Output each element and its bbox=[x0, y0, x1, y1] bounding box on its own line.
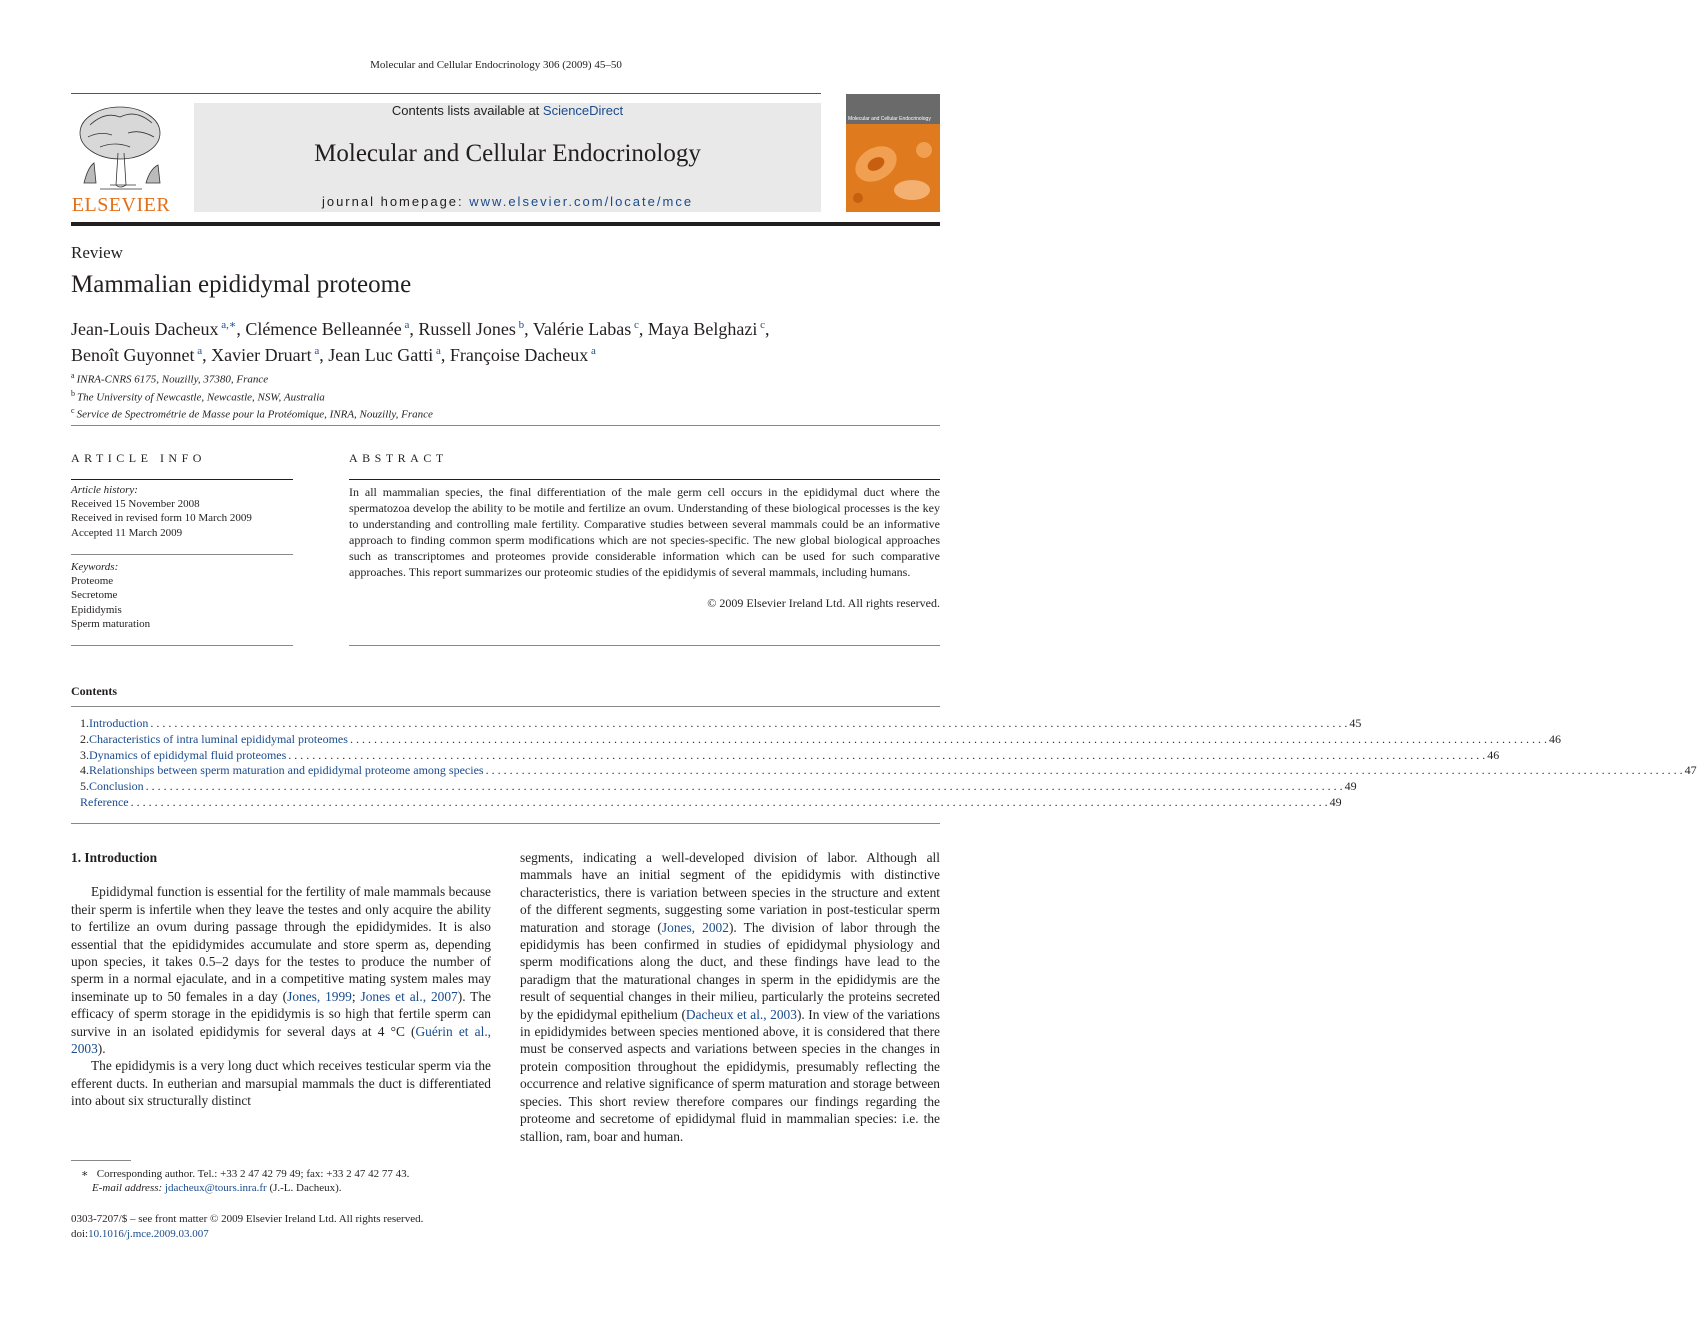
abstract-copyright: © 2009 Elsevier Ireland Ltd. All rights reserved. bbox=[707, 596, 940, 610]
author-name: Xavier Druart bbox=[211, 345, 312, 365]
author-affiliation-marker[interactable]: a bbox=[588, 345, 596, 357]
author-name: Clémence Belleannée bbox=[245, 319, 402, 339]
journal-title: Molecular and Cellular Endocrinology bbox=[314, 140, 701, 167]
doi-line: doi:10.1016/j.mce.2009.03.007 bbox=[71, 1228, 209, 1240]
affiliations bbox=[71, 369, 433, 422]
article-info-rule bbox=[71, 479, 293, 480]
paragraph: segments, indicating a well-developed division of labor. Although all mammals have an initial segment of the epididymis with distinctive characteristics, there is variation between species in the structure and extent of the different segments, suggesting some variation in post-testicular sperm maturation and storage (Jones, 2002). The division of labor through the epididymis has been confirmed in studies of epididymal physiology and sperm modifications along the duct, and these findings have lead to the paradigm that the maturational changes in sperm in the epididymis are the result of sequential changes in their milieu, particularly the proteins secreted by the epididymal epithelium (Dacheux et al., 2003). In view of the variations in epididymides between species mentioned above, it is considered that there must be conserved aspects and variations between species in the changes in protein composition throughout the epididymis, presumably reflecting the occurrence and relative significance of sperm maturation and storage between species. This short review therefore compares our findings regarding the proteome and secretome of epididymal fluid in mammalian species: i.e. the stallion, ram, boar and human. bbox=[520, 850, 941, 1144]
section-heading-introduction: 1. Introduction bbox=[71, 850, 158, 865]
citation-link[interactable]: Jones et al., 2007 bbox=[360, 988, 458, 1004]
author-name: Benoît Guyonnet bbox=[71, 345, 195, 365]
author-affiliation-marker[interactable]: a bbox=[401, 319, 410, 331]
author-affiliation-marker[interactable]: a bbox=[433, 345, 441, 357]
author-line-2: Benoît Guyonnet $^a$, Xavier Druart $^a$, Jean Luc Gatti $^a$, Françoise Dacheux $^a$ bbox=[71, 345, 596, 365]
header-thick-rule bbox=[71, 222, 940, 226]
toc-leader: . . . . . . . . . . . . . . . . . . . . . . . . . . . . . . . . . . . . . . . . . . . . . . . . . . . . . . . . . . . . . . . . . . . . . . . . . . . . . . . . . . . . . . . . . . . . . . . . . . . . . . . . . . . . . . . . . . . . . . . . . . . . . . . . . . . . . . . . . . . . . . . . . . . . . . . . . . . . . . . . . . . . . . . . . . . . . . . . . . . . . . . . . . . . . . . . . . . . . . . . bbox=[349, 731, 1547, 746]
author-affiliation-marker[interactable]: a,∗ bbox=[218, 319, 237, 331]
article-title: Mammalian epididymal proteome bbox=[71, 271, 412, 298]
affiliation: $^c$ Service de Spectrométrie de Masse pour la Protéomique, INRA, Nouzilly, France bbox=[71, 406, 433, 421]
author-affiliation-marker[interactable]: a bbox=[311, 345, 320, 357]
citation-link[interactable]: Jones, 1999 bbox=[287, 988, 352, 1004]
abstract-heading: ABSTRACT bbox=[349, 451, 448, 465]
contents-available-line: Contents lists available at ScienceDirect bbox=[391, 103, 624, 118]
abstract-rule bbox=[349, 479, 940, 480]
contents-top-rule bbox=[71, 706, 940, 707]
sciencedirect-link[interactable]: ScienceDirect bbox=[542, 103, 624, 118]
keywords-block bbox=[71, 560, 293, 631]
author-name: Russell Jones bbox=[418, 319, 516, 339]
toc-leader: . . . . . . . . . . . . . . . . . . . . . . . . . . . . . . . . . . . . . . . . . . . . . . . . . . . . . . . . . . . . . . . . . . . . . . . . . . . . . . . . . . . . . . . . . . . . . . . . . . . . . . . . . . . . . . . . . . . . . . . . . . . . . . . . . . . . . . . . . . . . . . . . . . . . . . . . . . . . . . . . . . . . . . . . . . . . . . . . . . . . . . . . . . . . . . . . . . . . . . . . bbox=[145, 779, 1343, 794]
toc-entry[interactable]: 2. Characteristics of intra luminal epididymal proteomes . . . . . . . . . . . . . . . . . . . . . . . . . . . . . . . . . . . . . . . . . . . . . . . . . . . . . . . . . . . . . . . . . . . . . . . . . . . . . . . . . . . . . . . . . . . . . . . . . . . . . . . . . . . . . . . . . . . . . . . . . . . . . . . . . . . . . . . . . . . . . . . . . . . . . . . . . . . . . . . . . . . . . . . . . . . . . . . . . . . . . . . . . . . . . . . . . . . . . . . . 46 bbox=[80, 731, 1561, 746]
body-right-column bbox=[520, 849, 940, 1145]
issn-line: 0303-7207/$ – see front matter © 2009 Elsevier Ireland Ltd. All rights reserved. bbox=[71, 1213, 424, 1225]
abstract-bottom-rule bbox=[349, 645, 940, 646]
toc-leader: . . . . . . . . . . . . . . . . . . . . . . . . . . . . . . . . . . . . . . . . . . . . . . . . . . . . . . . . . . . . . . . . . . . . . . . . . . . . . . . . . . . . . . . . . . . . . . . . . . . . . . . . . . . . . . . . . . . . . . . . . . . . . . . . . . . . . . . . . . . . . . . . . . . . . . . . . . . . . . . . . . . . . . . . . . . . . . . . . . . . . . . . . . . . . . . . . . . . . . . . bbox=[288, 747, 1486, 762]
author-list bbox=[71, 314, 941, 366]
toc-leader: . . . . . . . . . . . . . . . . . . . . . . . . . . . . . . . . . . . . . . . . . . . . . . . . . . . . . . . . . . . . . . . . . . . . . . . . . . . . . . . . . . . . . . . . . . . . . . . . . . . . . . . . . . . . . . . . . . . . . . . . . . . . . . . . . . . . . . . . . . . . . . . . . . . . . . . . . . . . . . . . . . . . . . . . . . . . . . . . . . . . . . . . . . . . . . . . . . . . . . . . bbox=[130, 794, 1328, 809]
abstract-text: In all mammalian species, the final differentiation of the male germ cell occurs in the epididymal duct where the spermatozoa develop the ability to be motile and fertilize an ovum. Understanding of these biological processes is the key to understanding and controlling male fertility. Comparative studies between several mammals could be an informative approach to finding common sperm modifications which are not species-specific. The new global biological approaches such as transcriptomes and proteomes provide considerable information which can be used for such comparative approaches. This report summarizes our proteomic studies of the epididymis of several mammals, including humans. bbox=[349, 485, 940, 579]
keyword: Proteome bbox=[71, 575, 114, 588]
author-affiliation-marker[interactable]: b bbox=[515, 319, 525, 331]
journal-citation: Molecular and Cellular Endocrinology 306 (2009) 45–50 bbox=[370, 59, 622, 71]
footnote-rule bbox=[71, 1160, 131, 1161]
keywords-rule bbox=[71, 554, 293, 555]
author-name: Jean Luc Gatti bbox=[328, 345, 434, 365]
keyword: Secretome bbox=[71, 589, 118, 602]
body-left-column bbox=[71, 849, 491, 1110]
elsevier-wordmark: ELSEVIER bbox=[71, 194, 171, 216]
article-info-heading: ARTICLE INFO bbox=[71, 451, 206, 465]
author-name: Françoise Dacheux bbox=[449, 345, 589, 365]
contents-bottom-rule bbox=[71, 823, 940, 824]
email-link[interactable]: jdacheux@tours.inra.fr bbox=[164, 1182, 267, 1194]
article-history-label: Article history: bbox=[71, 484, 138, 496]
history-item: Accepted 11 March 2009 bbox=[71, 526, 183, 539]
paragraph: The epididymis is a very long duct which receives testicular sperm via the efferent ducts. In eutherian and marsupial mammals the duct is differentiated into about six structurally distinct bbox=[71, 1058, 491, 1109]
article-info-block bbox=[71, 483, 293, 540]
doi-link[interactable]: 10.1016/j.mce.2009.03.007 bbox=[88, 1228, 209, 1240]
keyword: Epididymis bbox=[71, 603, 122, 616]
header-top-rule bbox=[71, 93, 821, 94]
author-name: Maya Belghazi bbox=[647, 319, 758, 339]
keyword: Sperm maturation bbox=[71, 617, 151, 630]
citation-link[interactable]: Dacheux et al., 2003 bbox=[685, 1006, 797, 1022]
keywords-label: Keywords: bbox=[71, 561, 119, 573]
author-name: Valérie Labas bbox=[532, 319, 632, 339]
toc-entry[interactable]: 4. Relationships between sperm maturation and epididymal proteome among species . . . . . . . . . . . . . . . . . . . . . . . . . . . . . . . . . . . . . . . . . . . . . . . . . . . . . . . . . . . . . . . . . . . . . . . . . . . . . . . . . . . . . . . . . . . . . . . . . . . . . . . . . . . . . . . . . . . . . . . . . . . . . . . . . . . . . . . . . . . . . . . . . . . . . . . . . . . . . . . . . . . . . . . . . . . . . . . . . . . . . . . . . . . . . . . . . . . . . . . . 47 bbox=[80, 763, 1697, 778]
toc-entry[interactable]: 5. Conclusion . . . . . . . . . . . . . . . . . . . . . . . . . . . . . . . . . . . . . . . . . . . . . . . . . . . . . . . . . . . . . . . . . . . . . . . . . . . . . . . . . . . . . . . . . . . . . . . . . . . . . . . . . . . . . . . . . . . . . . . . . . . . . . . . . . . . . . . . . . . . . . . . . . . . . . . . . . . . . . . . . . . . . . . . . . . . . . . . . . . . . . . . . . . . . . . . . . . . . . . . 49 bbox=[80, 779, 1357, 794]
corresponding-author-footnote: ∗ Corresponding author. Tel.: +33 2 47 42 79 49; fax: +33 2 47 42 77 43. E-mail address: jdacheux@tours.inra.fr (J.-L. Dacheux). bbox=[81, 1168, 410, 1194]
citation-link[interactable]: Jones, 2002 bbox=[661, 919, 729, 935]
journal-cover-image bbox=[846, 94, 940, 212]
table-of-contents bbox=[80, 716, 1697, 811]
cover-title: Molecular and Cellular Endocrinology bbox=[848, 116, 931, 122]
affiliation: $^a$ INRA-CNRS 6175, Nouzilly, 37380, France bbox=[71, 371, 269, 386]
article-info-bottom-rule bbox=[71, 645, 293, 646]
toc-leader: . . . . . . . . . . . . . . . . . . . . . . . . . . . . . . . . . . . . . . . . . . . . . . . . . . . . . . . . . . . . . . . . . . . . . . . . . . . . . . . . . . . . . . . . . . . . . . . . . . . . . . . . . . . . . . . . . . . . . . . . . . . . . . . . . . . . . . . . . . . . . . . . . . . . . . . . . . . . . . . . . . . . . . . . . . . . . . . . . . . . . . . . . . . . . . . . . . . . . . . . bbox=[485, 763, 1683, 778]
affiliation-divider bbox=[71, 425, 940, 426]
journal-banner bbox=[194, 103, 821, 212]
author-affiliation-marker[interactable]: a bbox=[194, 345, 203, 357]
citation-link[interactable]: Guérin et al., 2003 bbox=[71, 1023, 492, 1057]
toc-entry[interactable]: 1. Introduction . . . . . . . . . . . . . . . . . . . . . . . . . . . . . . . . . . . . . . . . . . . . . . . . . . . . . . . . . . . . . . . . . . . . . . . . . . . . . . . . . . . . . . . . . . . . . . . . . . . . . . . . . . . . . . . . . . . . . . . . . . . . . . . . . . . . . . . . . . . . . . . . . . . . . . . . . . . . . . . . . . . . . . . . . . . . . . . . . . . . . . . . . . . . . . . . . . . . . . . . 45 bbox=[80, 716, 1362, 730]
author-name: Jean-Louis Dacheux bbox=[71, 319, 219, 339]
journal-homepage-line: journal homepage: www.elsevier.com/locate/mce bbox=[321, 194, 694, 209]
history-item: Received 15 November 2008 bbox=[71, 498, 200, 511]
toc-leader: . . . . . . . . . . . . . . . . . . . . . . . . . . . . . . . . . . . . . . . . . . . . . . . . . . . . . . . . . . . . . . . . . . . . . . . . . . . . . . . . . . . . . . . . . . . . . . . . . . . . . . . . . . . . . . . . . . . . . . . . . . . . . . . . . . . . . . . . . . . . . . . . . . . . . . . . . . . . . . . . . . . . . . . . . . . . . . . . . . . . . . . . . . . . . . . . . . . . . . . . bbox=[150, 716, 1348, 730]
article-type: Review bbox=[71, 243, 123, 262]
paragraph: Epididymal function is essential for the fertility of male mammals because their sperm is infertile when they leave the testes and only acquire the ability to fertilize an ovum during passage through the epididymides. It is also essential that the epididymides accumulate and store sperm as, depending upon species, it takes 0.5–2 days for the testes to produce the number of sperm in a normal ejaculate, and in a competitive mating system males may inseminate up to 50 females in a day (Jones, 1999; Jones et al., 2007). The efficacy of sperm storage in the epididymis is so high that fertile sperm can survive in an isolated epididymis for several days at 4 °C (Guérin et al., 2003). bbox=[71, 884, 492, 1057]
homepage-link[interactable]: www.elsevier.com/locate/mce bbox=[469, 194, 694, 209]
history-item: Received in revised form 10 March 2009 bbox=[71, 512, 252, 525]
toc-entry[interactable]: 3. Dynamics of epididymal fluid proteomes . . . . . . . . . . . . . . . . . . . . . . . . . . . . . . . . . . . . . . . . . . . . . . . . . . . . . . . . . . . . . . . . . . . . . . . . . . . . . . . . . . . . . . . . . . . . . . . . . . . . . . . . . . . . . . . . . . . . . . . . . . . . . . . . . . . . . . . . . . . . . . . . . . . . . . . . . . . . . . . . . . . . . . . . . . . . . . . . . . . . . . . . . . . . . . . . . . . . . . . . 46 bbox=[80, 747, 1500, 762]
author-affiliation-marker[interactable]: c bbox=[631, 319, 639, 331]
author-line-1: Jean-Louis Dacheux $^{a,∗}$, Clémence Belleannée $^a$, Russell Jones $^b$, Valérie Labas $^c$, Maya Belghazi $^c$, bbox=[71, 319, 770, 339]
author-affiliation-marker[interactable]: c bbox=[757, 319, 766, 331]
contents-heading: Contents bbox=[71, 684, 118, 698]
affiliation: $^b$ The University of Newcastle, Newcastle, NSW, Australia bbox=[71, 388, 325, 404]
footnote-marker: ∗ bbox=[81, 1168, 89, 1180]
toc-entry[interactable]: Reference . . . . . . . . . . . . . . . . . . . . . . . . . . . . . . . . . . . . . . . . . . . . . . . . . . . . . . . . . . . . . . . . . . . . . . . . . . . . . . . . . . . . . . . . . . . . . . . . . . . . . . . . . . . . . . . . . . . . . . . . . . . . . . . . . . . . . . . . . . . . . . . . . . . . . . . . . . . . . . . . . . . . . . . . . . . . . . . . . . . . . . . . . . . . . . . . . . . . . . . . 49 bbox=[80, 794, 1342, 809]
front-matter bbox=[71, 1212, 423, 1242]
